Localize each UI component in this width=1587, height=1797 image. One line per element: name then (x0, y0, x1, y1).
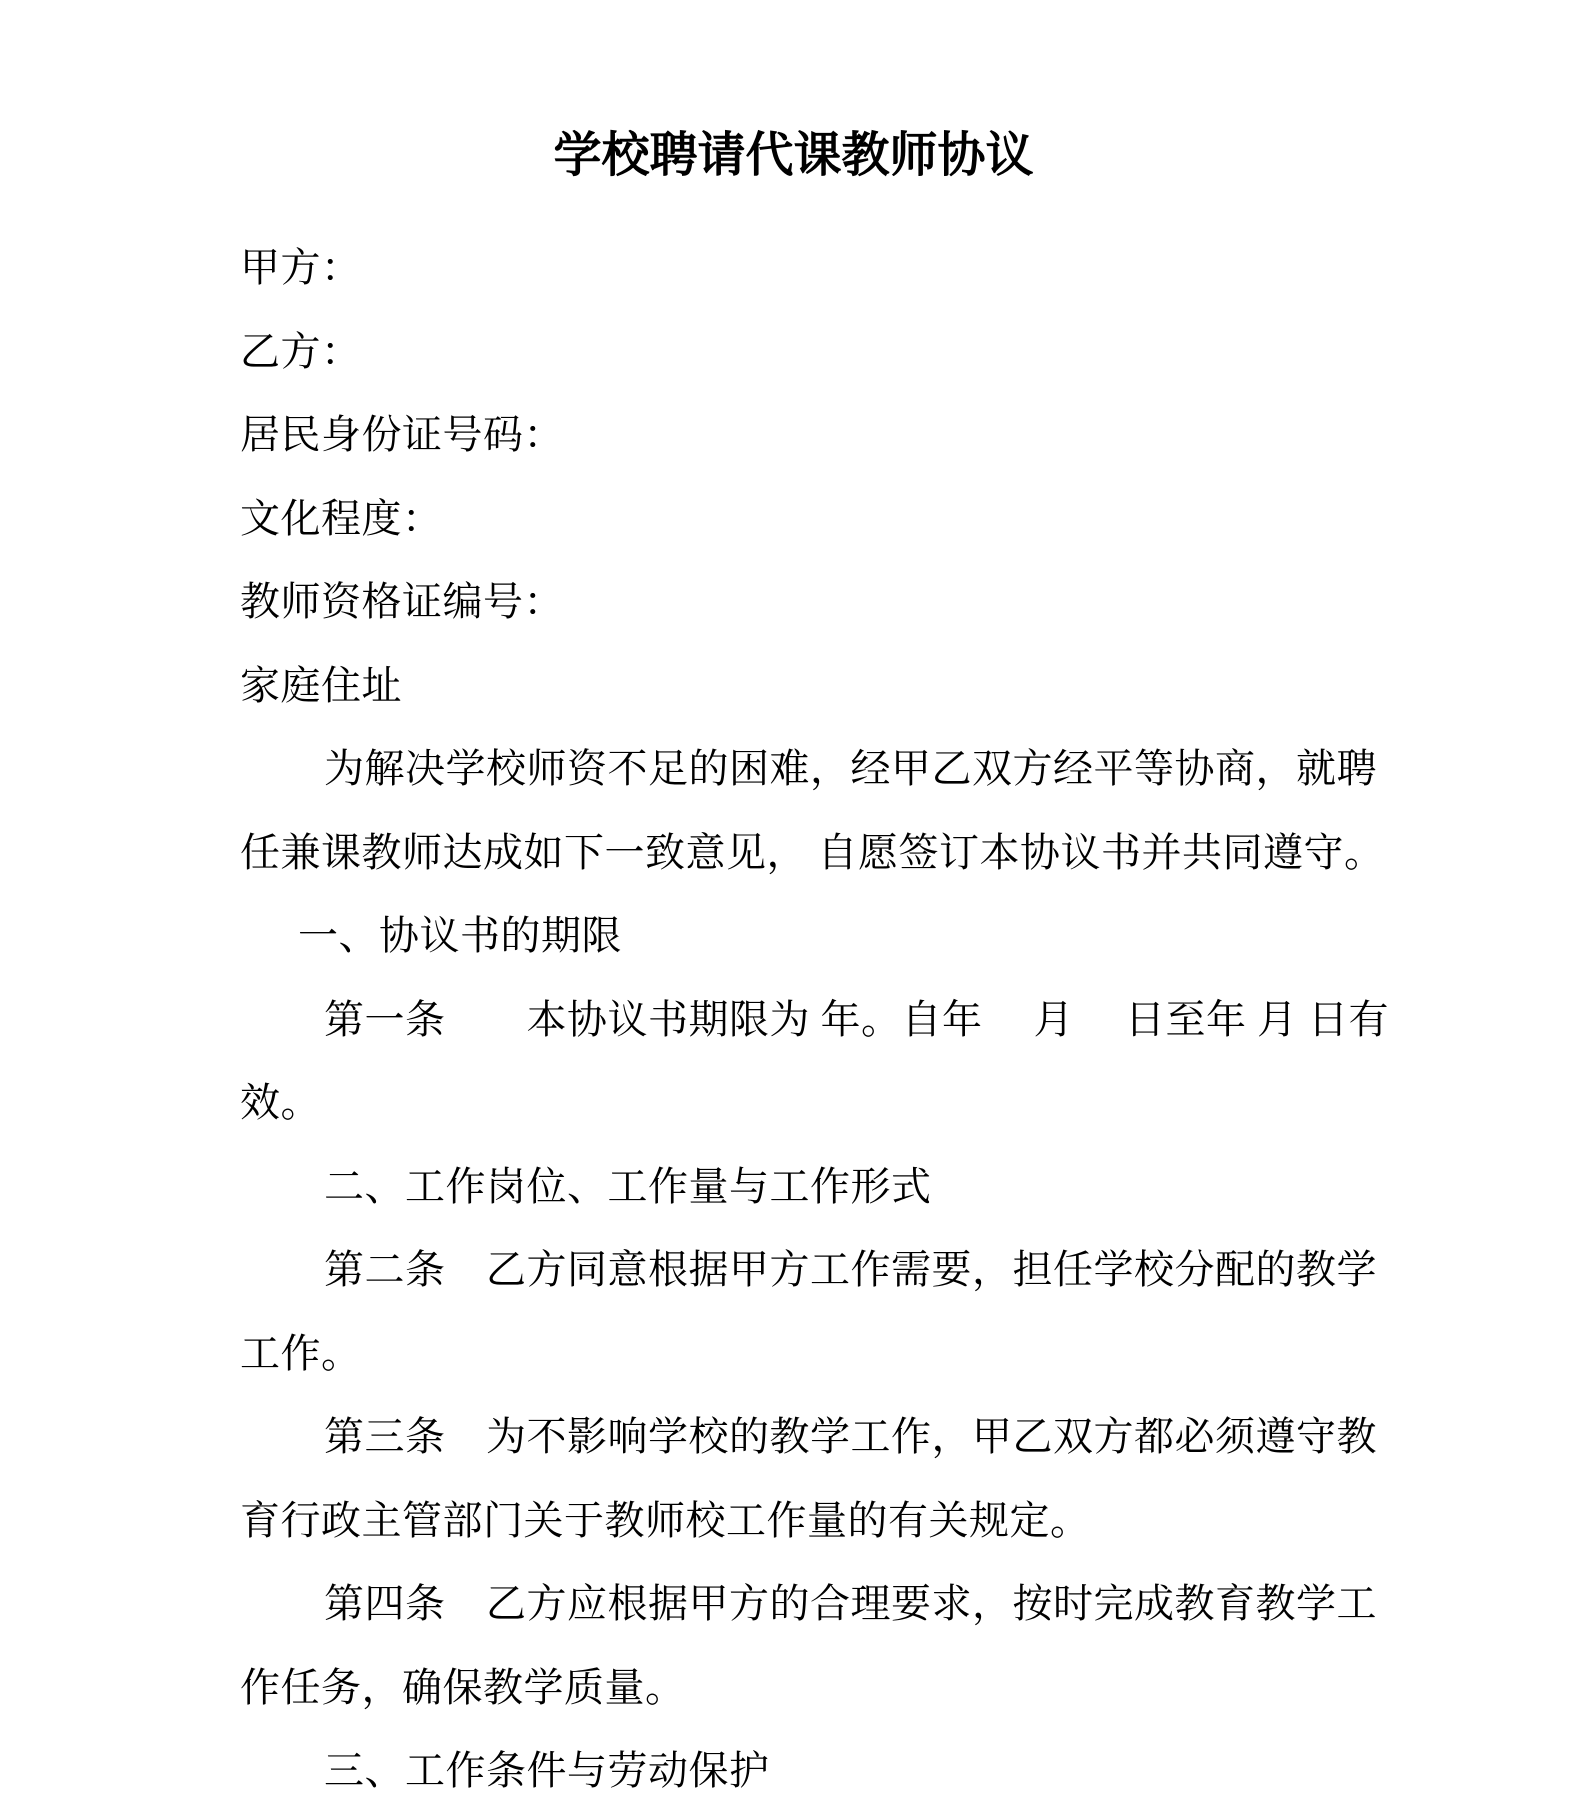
article-3-line-2: 育行政主管部门关于教师校工作量的有关规定。 (240, 1497, 1091, 1543)
article-4-line-2: 作任务，确保教学质量。 (240, 1664, 686, 1710)
field-id-number: 居民身份证号码： (240, 412, 564, 457)
intro-paragraph-line-1: 为解决学校师资不足的困难，经甲乙双方经平等协商，就聘 (324, 746, 1377, 791)
article-4-line-1: 第四条 乙方应根据甲方的合理要求，按时完成教育教学工 (324, 1581, 1377, 1626)
field-home-address: 家庭住址 (240, 662, 402, 708)
article-2-line-2: 工作。 (240, 1330, 362, 1376)
article-2-line-1: 第二条 乙方同意根据甲方工作需要，担任学校分配的教学 (324, 1247, 1377, 1292)
article-3-line-1: 第三条 为不影响学校的教学工作，甲乙双方都必须遵守教 (324, 1414, 1377, 1459)
document-title: 学校聘请代课教师协议 (553, 129, 1034, 182)
field-party-a: 甲方： (240, 245, 362, 290)
section-3-heading: 三、工作条件与劳动保护 (324, 1748, 770, 1793)
article-1-line-2: 效。 (240, 1080, 321, 1125)
article-1-line-1: 第一条 本协议书期限为 年。自年 月 日至年 月 日有 (324, 996, 1389, 1042)
document-body (240, 226, 1389, 1797)
field-party-b: 乙方： (240, 328, 362, 374)
section-2-heading: 二、工作岗位、工作量与工作形式 (324, 1163, 932, 1209)
field-education-level: 文化程度： (240, 495, 443, 541)
section-1-heading: 一、协议书的期限 (298, 913, 622, 958)
field-teacher-cert-no: 教师资格证编号： (240, 579, 564, 624)
intro-paragraph-line-2: 任兼课教师达成如下一致意见， 自愿签订本协议书并共同遵守。 (240, 829, 1385, 875)
